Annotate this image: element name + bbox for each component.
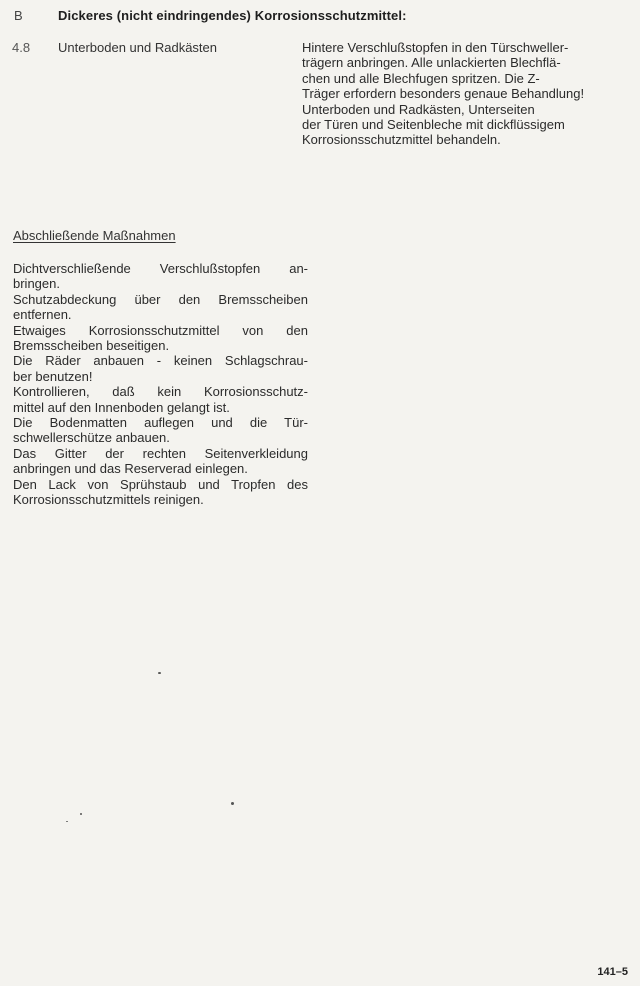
section-letter: B	[14, 8, 23, 23]
item-description-line: chen und alle Blechfugen spritzen. Die Z-	[302, 70, 540, 86]
closing-line: Die Bodenmatten auflegen und die Tür-	[13, 415, 308, 431]
closing-line: Bremsscheiben beseitigen.	[13, 338, 170, 354]
closing-line: Dichtverschließende Verschlußstopfen an-	[13, 261, 308, 276]
closing-body	[13, 261, 308, 508]
closing-line: bringen.	[13, 276, 60, 292]
closing-line: Etwaiges Korrosionsschutzmittel von den	[13, 322, 308, 338]
item-description-line: Korrosionsschutzmittel behandeln.	[302, 132, 501, 148]
section-title: Dickeres (nicht eindringendes) Korrosionsschutzmittel:	[58, 8, 407, 23]
item-description-line: Unterboden und Radkästen, Unterseiten	[302, 101, 535, 117]
scan-speck	[158, 672, 161, 674]
scan-speck	[66, 821, 68, 822]
closing-line: mittel auf den Innenboden gelangt ist.	[13, 399, 230, 415]
closing-line: ber benutzen!	[13, 368, 93, 384]
item-description-line: der Türen und Seitenbleche mit dickflüssigem	[302, 117, 565, 133]
closing-line: entfernen.	[13, 307, 72, 323]
item-description-line: trägern anbringen. Alle unlackierten Blechflä-	[302, 55, 561, 71]
closing-line: Den Lack von Sprühstaub und Tropfen des	[13, 476, 308, 492]
closing-line: schwellerschütze anbauen.	[13, 430, 170, 446]
closing-heading: Abschließende Maßnahmen	[13, 228, 176, 243]
closing-line: Korrosionsschutzmittels reinigen.	[13, 492, 204, 508]
scan-speck	[80, 813, 82, 815]
item-description-line: Hintere Verschlußstopfen in den Türschweller-	[302, 40, 569, 55]
item-number: 4.8	[12, 40, 31, 55]
closing-line: Kontrollieren, daß kein Korrosionsschutz-	[13, 384, 308, 400]
closing-line: Schutzabdeckung über den Bremsscheiben	[13, 291, 308, 307]
item-label: Unterboden und Radkästen	[58, 40, 218, 55]
page-number: 141–5	[597, 966, 628, 978]
item-description-line: Träger erfordern besonders genaue Behandlung!	[302, 86, 585, 102]
item-description	[302, 40, 622, 148]
closing-line: Das Gitter der rechten Seitenverkleidung	[13, 445, 308, 461]
scan-speck	[231, 802, 234, 805]
closing-line: anbringen und das Reserverad einlegen.	[13, 461, 248, 477]
closing-line: Die Räder anbauen - keinen Schlagschrau-	[13, 353, 308, 369]
